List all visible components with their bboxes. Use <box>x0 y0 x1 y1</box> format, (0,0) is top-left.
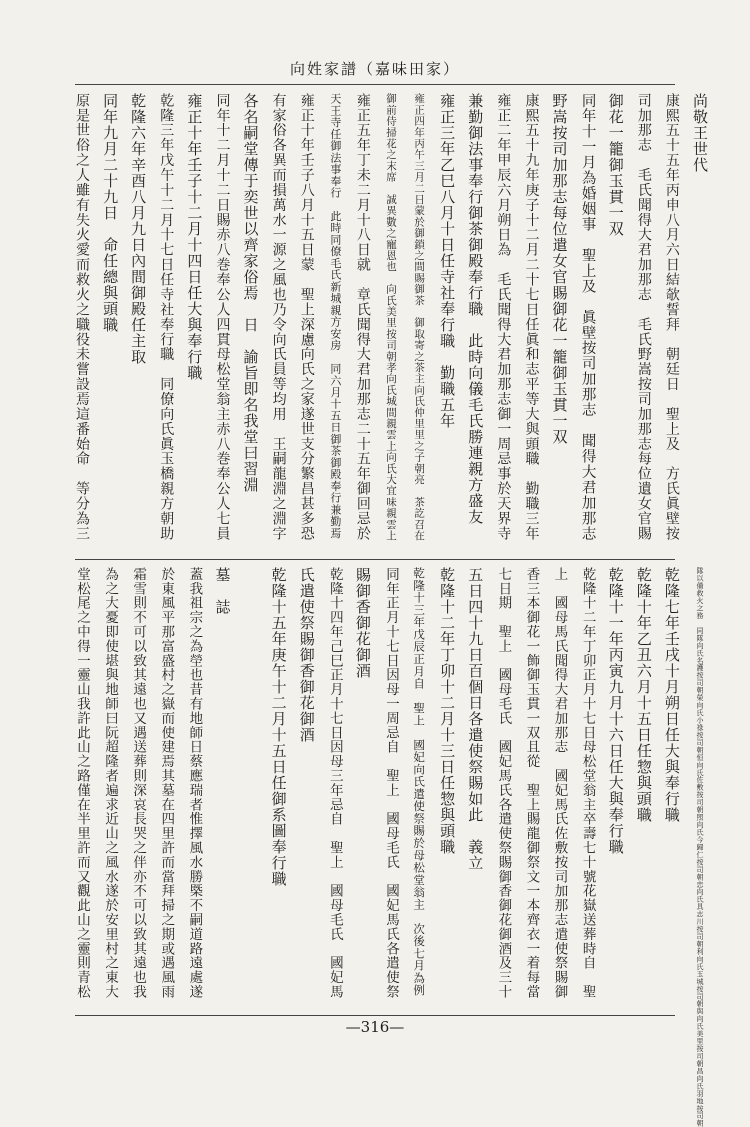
text-column: 同年九月二十九日 命任總與頭職 <box>101 93 120 333</box>
text-column: 乾隆十四年己巳正月十七日因母三年忌自 聖上 國母毛氏 國妃馬 <box>326 567 343 999</box>
text-column: 各名嗣堂傳于奕世以齊家俗焉 日 諭旨即名我堂曰習淵 <box>241 93 260 493</box>
text-column: 乾隆十三年戊辰正月自 聖上 國妃向氏遣使祭賜於母松堂翁主 次後七月為例 <box>412 567 427 997</box>
text-column: 康熙五十九年庚子十二月二十七日任眞和志平等大與頭職 勤職三年 <box>523 93 540 541</box>
text-column: 賜御香御花御酒 <box>353 567 372 679</box>
text-column: 同年十一月為婚姻事 聖上及 眞壁按司加那志 聞得大君加那志 <box>579 93 596 542</box>
text-column: 乾隆七年壬戌十月朔日任大與奉行職 <box>662 567 681 823</box>
text-column: 霜雪則不可以致其遠也又遇送葬則深哀長哭之伴亦不可以致其遠也我 <box>130 567 147 999</box>
text-column: 兼勤御法事奉行御茶御殿奉行職 此時向儀毛氏勝連親方盛友 <box>466 93 485 525</box>
text-column: 為之大憂即使堪與地師曰阮超隆者遍求近山之風水遂於安里村之東大 <box>102 567 119 999</box>
page-number: —316— <box>345 1018 405 1036</box>
text-column: 雍正十年壬子八月十五日蒙 聖上深慮向氏之家遂世支分繁昌甚多恐 <box>298 93 315 541</box>
text-column: 雍正三年乙巳八月十日任寺社奉行職 勤職五年 <box>438 93 457 429</box>
text-column: 雍正四年丙午三月二日蒙於御鎖之間賜御茶 御取寄之茶主向氏仲里里之子朝亮 茶訖召在 <box>413 93 426 541</box>
text-column: 乾隆六年辛酉八月九日內間御殿任主取 <box>129 93 148 365</box>
text-column: 司加那志 毛氏聞得大君加那志 毛氏野嵩按司加那志每位遺女官賜 <box>635 93 652 541</box>
text-column: 雍正二年甲辰六月朔日為 毛氏聞得大君加那志御一周忌事於天界寺 <box>495 93 512 541</box>
text-column: 乾隆十二年丁卯十二月十三日任惣與頭職 <box>438 567 457 855</box>
text-column: 有家俗各異而損萬水一源之風也乃令向氏員等均用 王嗣龍淵之淵字 <box>270 93 287 541</box>
text-column: 天王寺任御法事奉行 此時同僚毛氏新城親方安房 同六月十五日御茶御殿奉行兼勤焉 <box>328 93 342 539</box>
text-column: 尚敬王世代 <box>691 93 709 173</box>
section-divider <box>75 559 675 560</box>
text-column: 乾隆十二年丁卯正月十七日母松堂翁主卒壽七十號花嶽送葬時自 聖 <box>579 567 596 999</box>
text-column: 墓 誌 <box>213 567 232 615</box>
text-column: 堂松尾之中得一靈山我許此山之路僅在半里許而又觀此山之靈則青松 <box>74 567 90 999</box>
text-column: 雍正十年壬子十二月十四日任大與奉行職 <box>185 93 204 381</box>
text-column: 蓋我祖宗之為塋也昔有地師日蔡應瑞者惟擇風水勝槩不嗣道路遠處遂 <box>186 567 203 999</box>
page-header: 向姓家譜（嘉味田家） <box>289 60 460 78</box>
text-column: 康熙五十五年丙申八月六日結欹誓拜 朝廷日 聖上及 方氏眞壁按 <box>663 93 680 541</box>
text-column: 同年正月十七日因母一周忌自 聖上 國母毛氏 國妃馬氏各遣使祭 <box>383 567 399 999</box>
text-column: 乾隆十年乙丑六月十五日任惣與頭職 <box>634 567 653 823</box>
text-column: 香三本御花一飾御玉貫一双且從 聖上賜龍御祭文一本齊衣一着每當 <box>523 567 540 999</box>
text-column: 於東風平那富盛村之嶽而使建焉其墓在四里許而當拜掃之期或遇風雨 <box>158 567 175 999</box>
text-column: 原是世俗之人雖有失火愛而救火之職役未嘗設焉這番始命 等分為三 <box>74 93 90 541</box>
text-column: 隊以備救火之務 同隊向氏名護按司朝榮向氏小祿按司朝恒向氏佐敷按司朝照向氏今歸仁按司朝忠向氏具志川按司朝利向氏玉城按司朝與向氏美里按司朝昌向氏羽地按司朝 <box>696 567 704 1127</box>
text-column: 乾隆三年戊午十二月十七日任寺社奉行職 同僚向氏眞玉橋親方朝助 <box>158 93 175 541</box>
text-column: 五日四十九日百個日各遣使祭賜如此 義立 <box>466 567 485 871</box>
text-column: 上 國母馬氏聞得大君加那志 國妃馬氏佐敷按司加那志遣使祭賜御 <box>551 567 568 999</box>
text-column: 乾隆十五年庚午十二月十五日任御系圖奉行職 <box>269 567 288 887</box>
text-column: 野嵩按司加那志每位遣女官賜御花一籠御玉貫一双 <box>550 93 569 445</box>
footer-rule <box>75 1015 675 1016</box>
text-column: 御前侍掃花之末席 誠異數之寵恩也 向氏美里按司朝孝向氏城間親雲上向氏大宜味親雲上 <box>385 93 397 541</box>
text-column: 同年十二月十二日賜赤八巻奉公人四貫母松堂翁主赤八巻奉公人七員 <box>214 93 231 541</box>
text-column: 七日期 聖上 國母毛氏 國妃馬氏各遣使祭賜御香御花御酒及三十 <box>495 567 512 999</box>
text-column: 乾隆十一年丙寅九月十六日任大與奉行職 <box>606 567 625 855</box>
header-rule <box>75 84 675 85</box>
text-column: 御花一籠御玉貫一双 <box>606 93 625 237</box>
text-column: 雍正五年丁未二月十八日就 章氏聞得大君加那志二十五年御回忌於 <box>354 93 371 541</box>
text-column: 氏遣使祭賜御香御花御酒 <box>297 567 316 743</box>
